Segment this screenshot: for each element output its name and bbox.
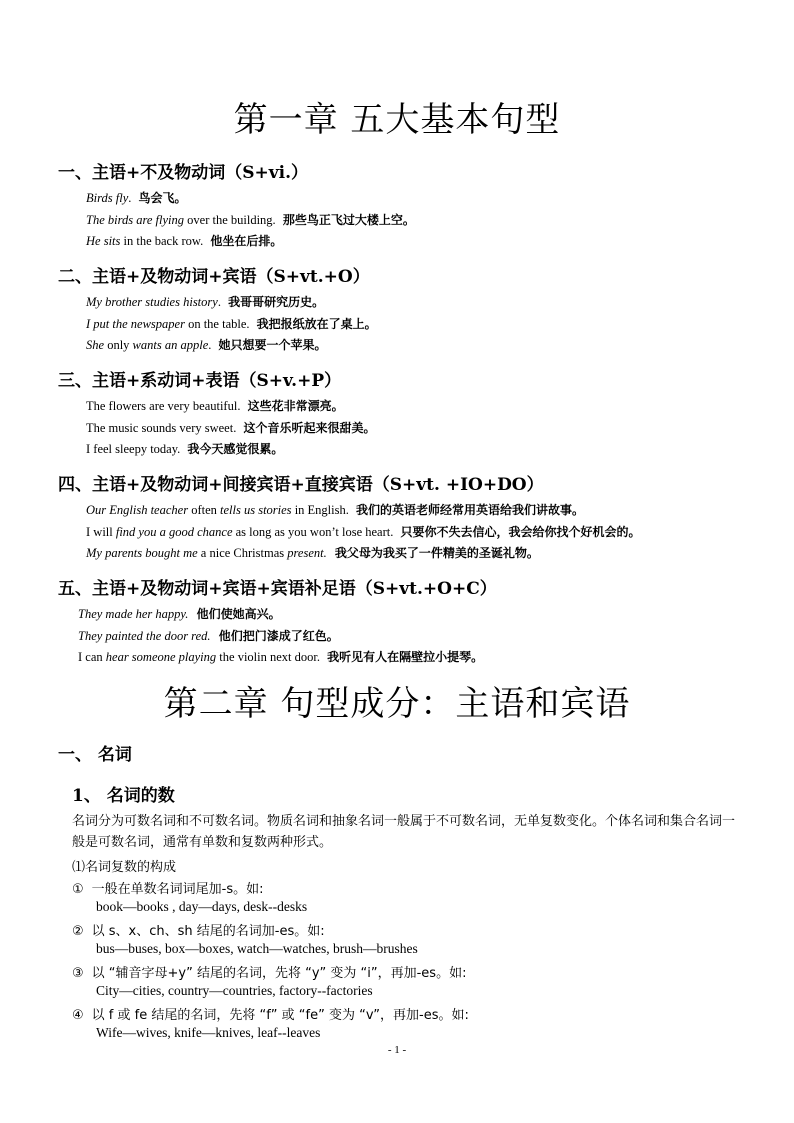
example-translation: 他们把门漆成了红色。 (214, 629, 339, 643)
rule-text: 一般在单数名词词尾加-s。如: (91, 882, 264, 897)
example-sentence (86, 398, 344, 414)
rule-example: book—books , day—days, desk--desks (96, 899, 308, 914)
example-translation: 我把报纸放在了桌上。 (256, 317, 377, 331)
example-english: wants an apple (132, 338, 209, 352)
example-english: only (104, 338, 133, 352)
plural-rule (72, 878, 264, 897)
example-english: . (217, 295, 225, 309)
example-english: a nice Christmas (197, 546, 288, 560)
example-sentence (86, 337, 327, 353)
rule-example: City—cities, country—countries, factory--factories (96, 983, 373, 998)
example-english: present. (287, 546, 327, 560)
example-english: My brother studies history (86, 295, 218, 309)
example-sentence (78, 628, 339, 644)
sentence-pattern-heading: 四、主语+及物动词+间接宾语+直接宾语（S+vt. +IO+DO） (58, 475, 544, 495)
example-english: the violin next door. (216, 650, 324, 664)
rule-marker: ② (72, 924, 84, 939)
example-sentence (86, 212, 415, 228)
example-translation: 我们的英语老师经常用英语给我们讲故事。 (355, 503, 584, 517)
plural-rule (72, 1004, 469, 1023)
example-translation: 她只想要一个苹果。 (218, 338, 327, 352)
sentence-pattern-heading: 三、主语+系动词+表语（S+v.+P） (58, 371, 342, 391)
example-english: The birds are flying (86, 213, 185, 227)
example-english: in English. (291, 503, 352, 517)
rule-marker: ④ (72, 1008, 84, 1023)
example-sentence (86, 233, 282, 249)
example-translation: 他坐在后排。 (210, 234, 283, 248)
example-sentence (86, 441, 283, 457)
sentence-pattern-heading: 二、主语+及物动词+宾语（S+vt.+O） (58, 267, 370, 287)
example-english: I feel sleepy today. (86, 442, 184, 456)
plural-rule (72, 920, 325, 939)
example-english: They made her happy. (78, 607, 189, 621)
example-english: They painted the door red. (78, 629, 211, 643)
example-english: She (86, 338, 105, 352)
example-english: I can (78, 650, 106, 664)
example-sentence (86, 545, 539, 561)
example-english: find you a good chance (115, 525, 233, 539)
example-english: I will (86, 525, 116, 539)
example-sentence (86, 524, 641, 540)
rule-text: 以 f 或 fe 结尾的名词，先将 “f” 或 “fe” 变为 “v”，再加-es。如: (91, 1008, 469, 1023)
example-sentence (86, 190, 187, 206)
rule-example: Wife—wives, knife—knives, leaf--leaves (96, 1025, 321, 1040)
plural-formation-heading: ⑴名词复数的构成 (72, 860, 177, 875)
example-english: tells us stories (220, 503, 292, 517)
example-sentence (86, 294, 324, 310)
plural-rule (72, 962, 466, 981)
nouns-intro-paragraph: 名词分为可数名词和不可数名词。物质名词和抽象名词一般属于不可数名词，无单复数变化。个体名词和集合名词一般是可数名词，通常有单数和复数两种形式。 (72, 814, 736, 850)
example-english: Our English teacher (86, 503, 189, 517)
example-english: My parents bought me (86, 546, 198, 560)
example-sentence (78, 606, 281, 622)
example-translation: 只要你不失去信心，我会给你找个好机会的。 (400, 525, 641, 539)
example-english: on the table. (184, 317, 253, 331)
example-english: over the building. (184, 213, 279, 227)
rule-marker: ③ (72, 966, 84, 981)
example-english: often (188, 503, 221, 517)
nouns-heading: 一、 名词 (58, 745, 132, 765)
example-english: as long as you won’t lose heart. (232, 525, 397, 539)
example-sentence (86, 502, 584, 518)
example-translation: 我父母为我买了一件精美的圣诞礼物。 (330, 546, 539, 560)
example-sentence (86, 420, 375, 436)
example-sentence (86, 316, 377, 332)
rule-text: 以 s、x、ch、sh 结尾的名词加-es。如: (91, 924, 325, 939)
example-english: hear someone playing (105, 650, 217, 664)
example-translation: 我今天感觉很累。 (187, 442, 284, 456)
example-translation: 他们使她高兴。 (192, 607, 281, 621)
example-english: Birds fly (86, 191, 129, 205)
example-english: I put the newspaper (86, 317, 185, 331)
example-translation: 我听见有人在隔壁拉小提琴。 (327, 650, 484, 664)
page-number: - 1 - (387, 1044, 407, 1056)
sentence-pattern-heading: 一、主语+不及物动词（S+vi.） (58, 163, 309, 183)
rule-text: 以 “辅音字母+y” 结尾的名词，先将 “y” 变为 “i”，再加-es。如: (91, 966, 467, 981)
example-translation: 那些鸟正飞过大楼上空。 (282, 213, 415, 227)
chapter1-title: 第一章 五大基本句型 (233, 100, 561, 140)
chapter2-title: 第二章 句型成分：主语和宾语 (163, 684, 631, 724)
example-english: . (128, 191, 135, 205)
example-translation: 这些花非常漂亮。 (247, 399, 344, 413)
noun-number-heading: 1、 名词的数 (72, 786, 175, 806)
example-translation: 这个音乐听起来很甜美。 (243, 421, 376, 435)
example-english: The music sounds very sweet. (86, 421, 240, 435)
example-english: . (208, 338, 215, 352)
sentence-pattern-heading: 五、主语+及物动词+宾语+宾语补足语（S+vt.+O+C） (58, 579, 497, 599)
example-translation: 鸟会飞。 (138, 191, 187, 205)
example-english: He sits (86, 234, 121, 248)
example-translation: 我哥哥研究历史。 (228, 295, 325, 309)
rule-marker: ① (72, 882, 84, 897)
rule-example: bus—buses, box—boxes, watch—watches, brush—brushes (96, 941, 418, 956)
example-sentence (78, 649, 483, 665)
example-english: The flowers are very beautiful. (86, 399, 244, 413)
example-english: in the back row. (120, 234, 207, 248)
